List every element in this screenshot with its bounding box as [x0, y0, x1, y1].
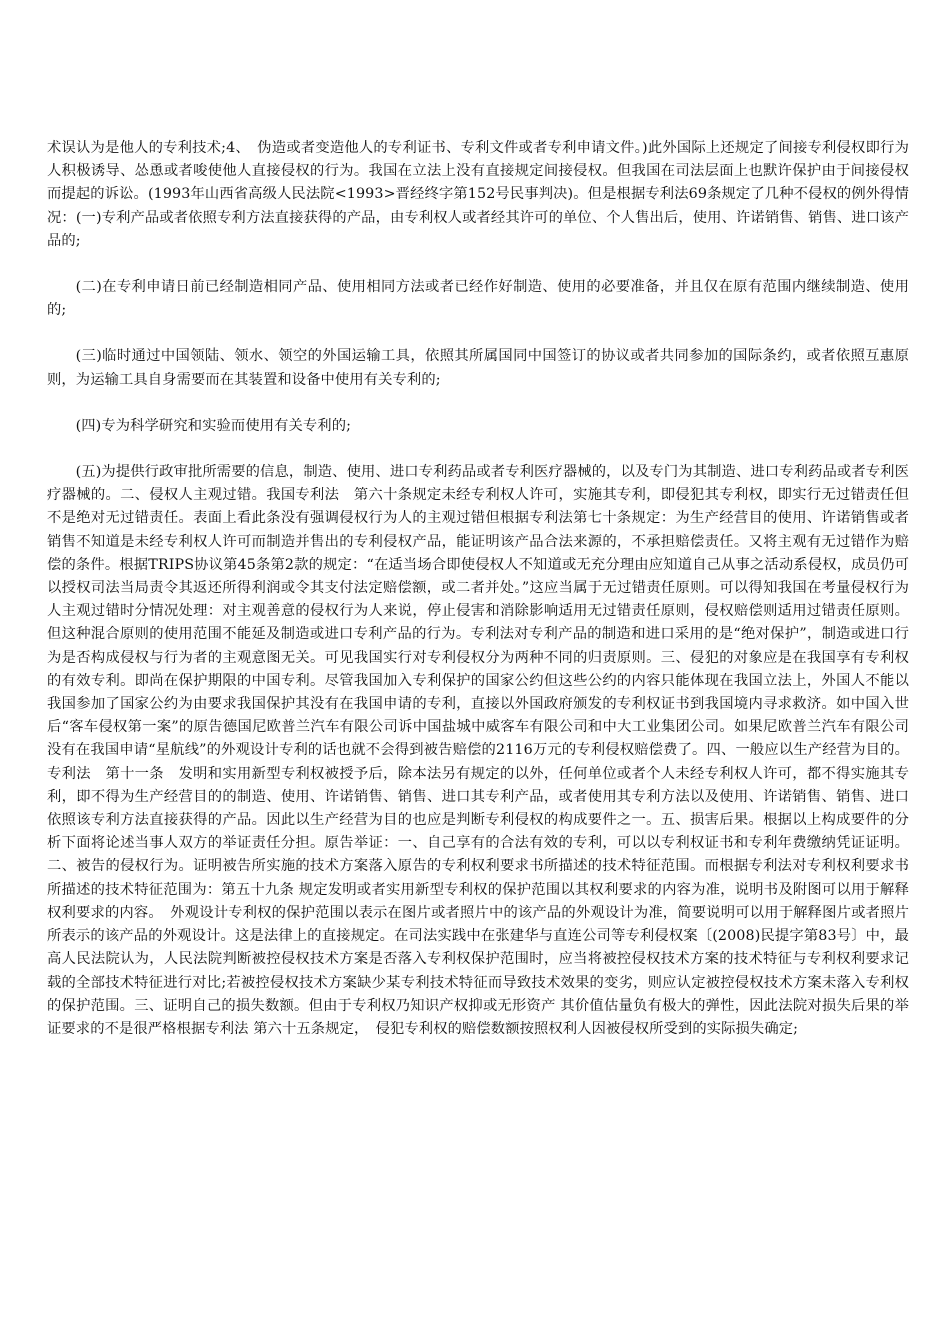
paragraph-5: (五)为提供行政审批所需要的信息，制造、使用、进口专利药品或者专利医疗器械的，以及专门为其制造、进口专利药品或者专利医疗器械的。二、侵权人主观过错。我国专利法 第六十条规定未经专利权人许可，实施其专利，即侵犯其专利权，即实行无过错责任但不是绝对无过错责任。表面上看此条没有强调侵权行为人的主观过错但根据专利法第七十条规定：为生产经营目的使用、许诺销售或者销售不知道是未经专利权人许可而制造并售出的专利侵权产品，能证明该产品合法来源的，不承担赔偿责任。又将主观有无过错作为赔偿的条件。根据TRIPS协议第45条第2款的规定：“在适当场合即使侵权人不知道或无充分理由应知道自己从事之活动系侵权，成员仍可以授权司法当局责令其返还所得利润或令其支付法定赔偿额，或二者并处。”这应当属于无过错责任原则。可以得知我国在考量侵权行为人主观过错时分情况处理：对主观善意的侵权行为人来说，停止侵害和消除影响适用无过错责任原则，侵权赔偿则适用过错责任原则。但这种混合原则的使用范围不能延及制造或进口专利产品的行为。专利法对专利产品的制造和进口采用的是“绝对保护”，制造或进口行为是否构成侵权与行为者的主观意图无关。可见我国实行对专利侵权分为两种不同的归责原则。三、侵犯的对象应是在我国享有专利权的有效专利。即尚在保护期限的中国专利。尽管我国加入专利保护的国家公约但这些公约的内容只能体现在我国立法上，外国人不能以我国参加了国家公约为由要求我国保护其没有在我国申请的专利，直接以外国政府颁发的专利权证书到我国境内寻求救济。如中国入世后“客车侵权第一案”的原告德国尼欧普兰汽车有限公司诉中国盐城中威客车有限公司和中大工业集团公司。如果尼欧普兰汽车有限公司没有在我国申请“星航线”的外观设计专利的话也就不会得到被告赔偿的2116万元的专利侵权赔偿费了。四、一般应以生产经营为目的。专利法 第十一条 发明和实用新型专利权被授予后，除本法另有规定的以外，任何单位或者个人未经专利权人许可，都不得实施其专利，即不得为生产经营目的的制造、使用、许诺销售、销售、进口其专利产品，或者使用其专利方法以及使用、许诺销售、销售、进口依照该专利方法直接获得的产品。因此以生产经营为目的也应是判断专利侵权的构成要件之一。五、损害后果。根据以上构成要件的分析下面将论述当事人双方的举证责任分担。原告举证：一、自己享有的合法有效的专利，可以以专利权证书和专利年费缴纳凭证证明。二、被告的侵权行为。证明被告所实施的技术方案落入原告的专利权利要求书所描述的技术特征范围。而根据专利法对专利权利要求书所描述的技术特征范围为：第五十九条 规定发明或者实用新型专利权的保护范围以其权利要求的内容为准，说明书及附图可以用于解释权利要求的内容。 外观设计专利权的保护范围以表示在图片或者照片中的该产品的外观设计为准，简要说明可以用于解释图片或者照片所表示的该产品的外观设计。这是法律上的直接规定。在司法实践中在张建华与直连公司等专利侵权案〔(2008)民提字第83号〕中，最高人民法院认为，人民法院判断被控侵权技术方案是否落入专利权保护范围时，应当将被控侵权技术方案的技术特征与专利权利要求记载的全部技术特征进行对比;若被控侵权技术方案缺少某专利技术特征而导致技术效果的变劣，则应认定被控侵权技术方案未落入专利权的保护范围。三、证明自己的损失数额。但由于专利权乃知识产权抑或无形资产 其价值估量负有极大的弹性，因此法院对损失后果的举证要求的不是很严格根据专利法 第六十五条规定， 侵犯专利权的赔偿数额按照权利人因被侵权所受到的实际损失确定;: [47, 464, 909, 1037]
paragraph-4: (四)专为科学研究和实验而使用有关专利的;: [75, 417, 352, 434]
paragraph-2: (二)在专利申请日前已经制造相同产品、使用相同方法或者已经作好制造、使用的必要准备，并且仅在原有范围内继续制造、使用的;: [47, 279, 909, 319]
paragraph-3: (三)临时通过中国领陆、领水、领空的外国运输工具，依照其所属国同中国签订的协议或者共同参加的国际条约，或者依照互惠原则，为运输工具自身需要而在其装置和设备中使用有关专利的;: [47, 348, 909, 388]
paragraph-1: 术误认为是他人的专利技术;4、 伪造或者变造他人的专利证书、专利文件或者专利申请文件。)此外国际上还规定了间接专利侵权即行为人积极诱导、怂恿或者唆使他人直接侵权的行为。我国在立法上没有直接规定间接侵权。但我国在司法层面上也默许保护由于间接侵权而提起的诉讼。(1993年山西省高级人民法院<1993>晋经终字第152号民事判决)。但是根据专利法69条规定了几种不侵权的例外得情况：(一)专利产品或者依照专利方法直接获得的产品，由专利权人或者经其许可的单位、个人售出后，使用、许诺销售、销售、进口该产品的;: [47, 140, 909, 249]
document-body: [47, 137, 909, 1041]
